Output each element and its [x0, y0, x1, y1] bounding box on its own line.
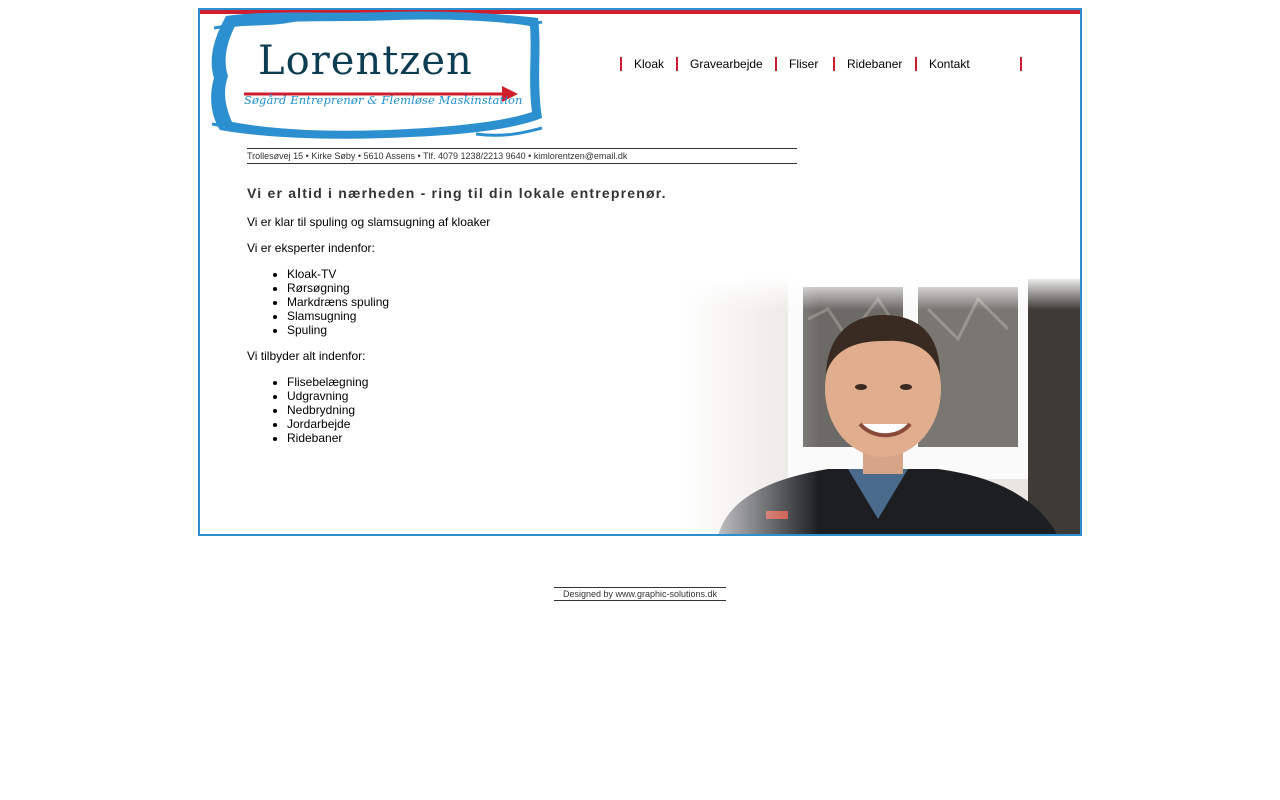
- list-item: • Udgravning: [287, 389, 667, 403]
- experts-label: Vi er eksperter indenfor:: [247, 241, 375, 255]
- page-frame: [198, 8, 1082, 536]
- logo-title: Lorentzen: [258, 38, 473, 84]
- logo-subtitle: Søgård Entreprenør & Flemløse Maskinstation: [244, 93, 523, 107]
- nav-item-kloak[interactable]: Kloak: [634, 57, 665, 71]
- page-heading: Vi er altid i nærheden - ring til din lokale entreprenør.: [247, 185, 667, 201]
- nav-separator: [833, 57, 835, 71]
- list-item: • Slamsugning: [287, 309, 667, 323]
- nav-separator: [915, 57, 917, 71]
- list-item: • Ridebaner: [287, 431, 667, 445]
- intro-text: Vi er klar til spuling og slamsugning af kloaker: [247, 215, 491, 229]
- nav-item-fliser[interactable]: Fliser: [789, 57, 819, 71]
- nav-item-ridebaner[interactable]: Ridebaner: [847, 57, 903, 71]
- contact-address-bar: Trollesøvej 15 • Kirke Søby • 5610 Assens • Tlf. 4079 1238/2213 9640 • kimlorentzen@email.dk: [247, 148, 797, 164]
- main-content: [247, 185, 667, 457]
- list-item: • Nedbrydning: [287, 403, 667, 417]
- nav-separator: [775, 57, 777, 71]
- list-item: • Spuling: [287, 323, 667, 337]
- designer-credit-link[interactable]: Designed by www.graphic-solutions.dk: [554, 587, 726, 601]
- experts-list: [247, 267, 667, 337]
- nav-item-gravearbejde[interactable]: Gravearbejde: [690, 57, 763, 71]
- list-item: • Rørsøgning: [287, 281, 667, 295]
- offers-list: [247, 375, 667, 445]
- nav-separator: [1020, 57, 1022, 71]
- offers-label: Vi tilbyder alt indenfor:: [247, 349, 366, 363]
- list-item: • Jordarbejde: [287, 417, 667, 431]
- nav-item-kontakt[interactable]: Kontakt: [929, 57, 970, 71]
- list-item: • Flisebelægning: [287, 375, 667, 389]
- owner-photo: [678, 279, 1082, 536]
- nav-separator: [676, 57, 678, 71]
- logo[interactable]: [206, 8, 546, 144]
- list-item: • Kloak-TV: [287, 267, 667, 281]
- nav-separator: [620, 57, 622, 71]
- list-item: • Markdræns spuling: [287, 295, 667, 309]
